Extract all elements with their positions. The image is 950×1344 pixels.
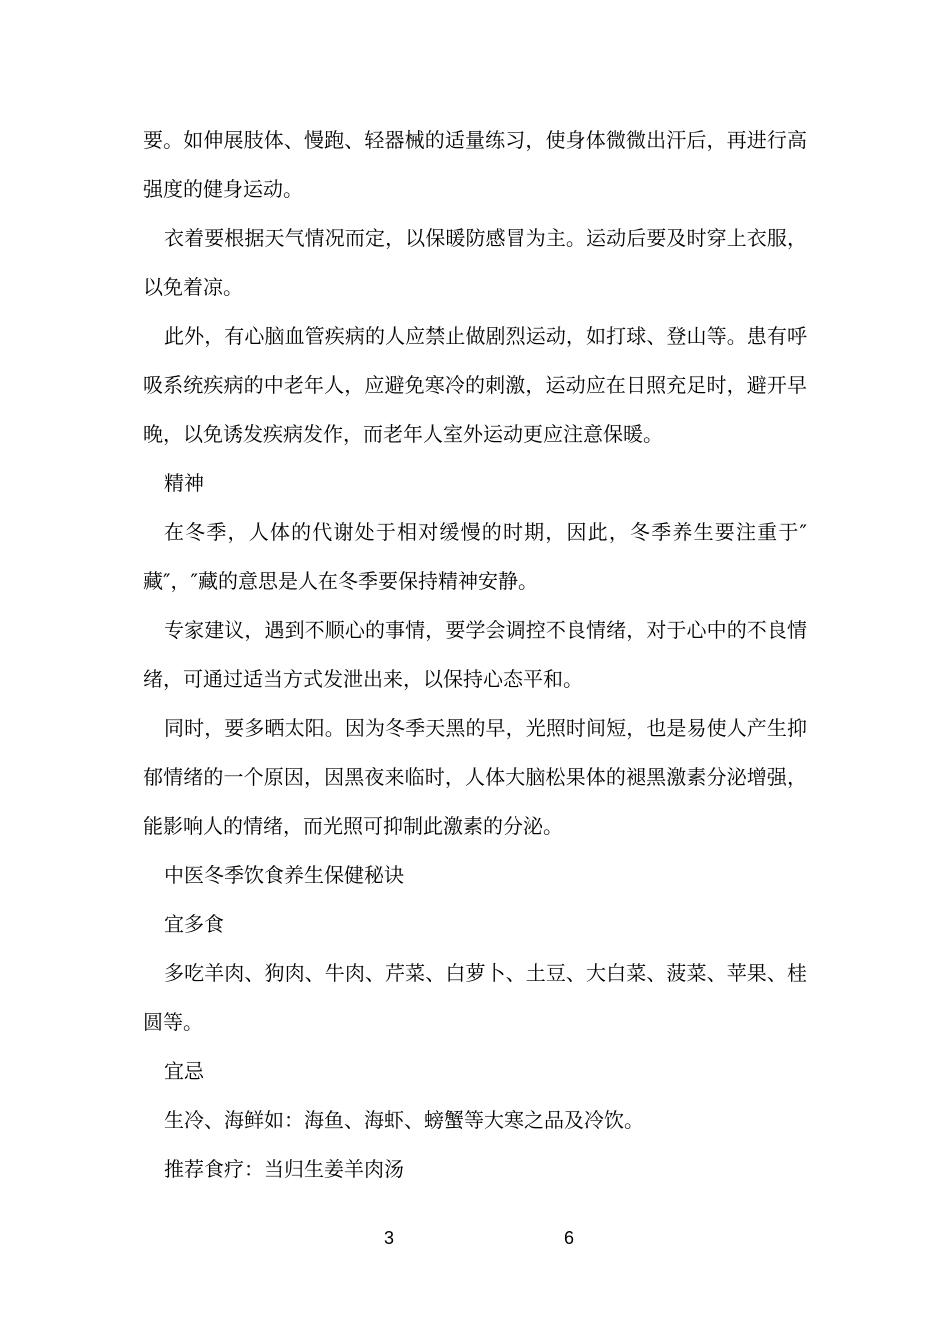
paragraph-3: 此外，有心脑血管疾病的人应禁止做剧烈运动，如打球、登山等。患有呼吸系统疾病的中老年人，应避免寒冷的刺激，运动应在日照充足时，避开早晚，以免诱发疾病发作，而老年人室外运动更应注意保暖。 bbox=[143, 324, 807, 446]
total-pages: 6 bbox=[564, 1228, 575, 1248]
page-number: 3 bbox=[384, 1228, 395, 1248]
paragraph-1: 要。如伸展肢体、慢跑、轻器械的适量练习，使身体微微出汗后，再进行高强度的健身运动。 bbox=[143, 128, 807, 201]
paragraph-10: 多吃羊肉、狗肉、牛肉、芹菜、白萝卜、土豆、大白菜、菠菜、苹果、桂圆等。 bbox=[143, 961, 807, 1034]
paragraph-5: 在冬季，人体的代谢处于相对缓慢的时期，因此，冬季养生要注重于″藏″，″藏的意思是人在冬季要保持精神安静。 bbox=[143, 520, 807, 593]
paragraph-12: 生冷、海鲜如：海鱼、海虾、螃蟹等大寒之品及冷饮。 bbox=[164, 1108, 644, 1132]
paragraph-2: 衣着要根据天气情况而定，以保暖防感冒为主。运动后要及时穿上衣服，以免着凉。 bbox=[143, 226, 807, 299]
section-heading-spirit: 精神 bbox=[164, 471, 204, 495]
section-heading-diet: 中医冬季饮食养生保健秘诀 bbox=[164, 863, 404, 887]
document-body bbox=[143, 116, 807, 1194]
recommended-recipe: 推荐食疗：当归生姜羊肉汤 bbox=[164, 1157, 404, 1181]
subheading-eat-more: 宜多食 bbox=[164, 912, 224, 936]
paragraph-7: 同时，要多晒太阳。因为冬季天黑的早，光照时间短，也是易使人产生抑郁情绪的一个原因，因黑夜来临时，人体大脑松果体的褪黑激素分泌增强，能影响人的情绪，而光照可抑制此激素的分泌。 bbox=[143, 716, 807, 838]
paragraph-6: 专家建议，遇到不顺心的事情，要学会调控不良情绪，对于心中的不良情绪，可通过适当方式发泄出来，以保持心态平和。 bbox=[143, 618, 807, 691]
subheading-avoid: 宜忌 bbox=[164, 1059, 204, 1083]
